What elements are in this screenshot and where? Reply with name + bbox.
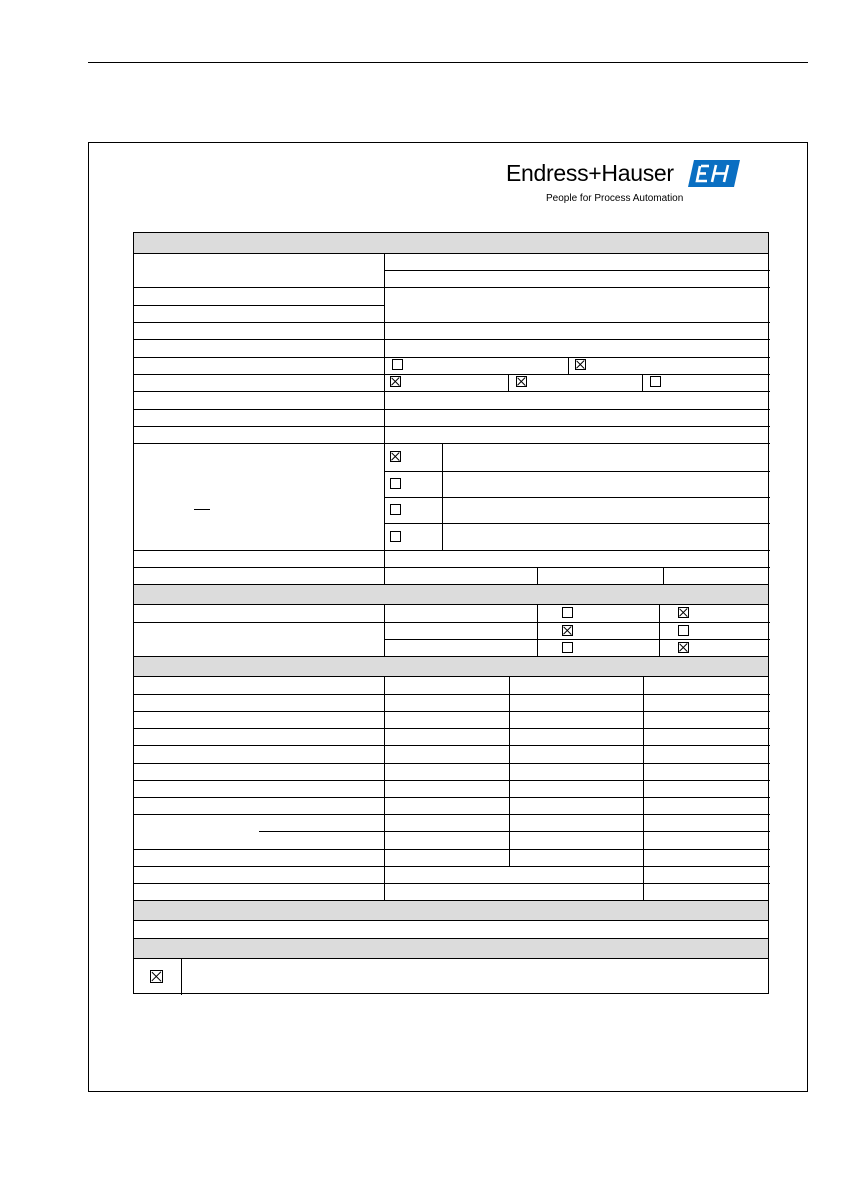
checkbox-s2-r1-1[interactable] [562,607,573,618]
section-3-band [134,656,768,677]
checkbox-s2-r3-2[interactable] [678,642,689,653]
header-rule [88,62,808,63]
company-logo [500,156,745,206]
checkbox-row-b-3[interactable] [650,376,661,387]
checkbox-option-1[interactable] [390,451,401,462]
declaration-form [133,232,769,994]
section-4-band [134,900,768,921]
checkbox-option-4[interactable] [390,531,401,542]
logo-tagline: People for Process Automation [546,193,684,204]
checkbox-row-a-2[interactable] [575,359,586,370]
checkbox-s2-r2-1[interactable] [562,625,573,636]
section-5-band [134,938,768,959]
section-2-band [134,584,768,605]
checkbox-final-declaration[interactable] [150,970,163,983]
checkbox-row-b-1[interactable] [390,376,401,387]
checkbox-option-2[interactable] [390,478,401,489]
checkbox-s2-r1-2[interactable] [678,607,689,618]
logo-wordmark: Endress+Hauser [506,160,674,186]
checkbox-s2-r3-1[interactable] [562,642,573,653]
eh-logo-icon [688,160,740,187]
checkbox-row-b-2[interactable] [516,376,527,387]
checkbox-row-a-1[interactable] [392,359,403,370]
form-header-band [134,233,768,254]
checkbox-option-3[interactable] [390,504,401,515]
checkbox-s2-r2-2[interactable] [678,625,689,636]
